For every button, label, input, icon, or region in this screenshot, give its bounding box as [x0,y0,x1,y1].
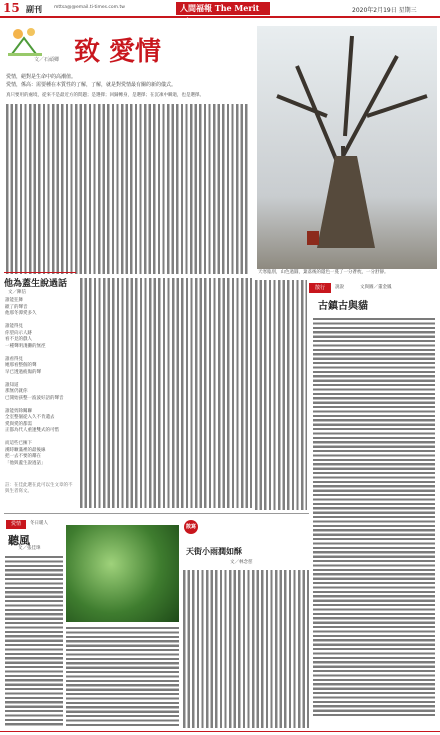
newspaper-logo: 人間福報 The Merit Times [176,2,270,15]
poem-line: 已開始孩整一波波好語的聲音 [5,395,64,401]
article3-title: 天街小雨潤如酥 [186,546,242,556]
article2-title: 聽風 [8,534,30,547]
poem-line: 全室整個從入久不肯遺去 [5,415,55,420]
poem-line: 愛與愛的都需 [5,421,32,427]
tree-photo [257,26,437,269]
poem-line: 早已透過疲傷的聲 [5,369,41,375]
poem-divider [4,272,76,273]
poem-body [5,298,75,467]
poem-line: 誰能剪除關聯 [5,408,32,414]
page-number: 15 [3,1,20,15]
issue-date: 2020年2月19日 星期三 [352,7,417,14]
theme-article-body-lower [80,278,252,508]
theme-title: 致 愛情 [74,37,162,67]
article3-badge: 散寫 [184,520,198,534]
article4-title: 古鎮古與貓 [318,301,368,312]
article2-author: 文／張佳瑋 [18,546,41,551]
poem-line: 她那看整個的聲 [5,363,37,368]
article-right-body-a [255,280,307,510]
article4-author: 文與圖／董金鳳 [360,285,392,290]
poem-line: 一種聲明淺灘的無徑 [5,343,46,349]
poem-line: 誰知道 [5,382,19,388]
poem-line: 他那冬潭愛多久 [5,311,37,316]
theme-intro-3: 真只要用的處境，從來不是最近方的問題；是選擇；回歸轉身，是選擇；在沉凍中瞬逝，也是選擇。 [6,93,204,98]
theme-author: 文／石頑卿 [34,57,60,63]
poem-line: 誰能狂舞 [5,298,23,303]
article2-tag: 冬日暖人 [30,521,48,526]
section-divider [4,513,309,514]
poem-line: 歐了的聲音 [5,304,28,310]
poem-title: 他為蓋生說過話 [4,279,68,289]
poem-line: 正都為代人重逢雙式的可惜 [5,428,59,433]
article4-badge: 散行 [309,283,331,293]
article2-body-b [66,627,179,727]
contact-email: mttsa@@email.ti-times.com.tw [54,5,125,10]
poem-line: 誰看得見 [5,356,23,362]
poem-author: 文／陳信 [8,290,26,295]
article2-body-a [5,556,63,726]
footer-rule [0,731,440,732]
article4-body [313,318,435,718]
poem-line: 你望向示人跡 [5,330,32,336]
article2-badge: 愛情 [6,520,26,529]
poem-line: 「他與蓋生說過話」 [5,460,46,466]
poem-line: 把一去不要的鄰在 [5,454,41,459]
theme-intro-2: 愛情，係高：需要種在本質性的了解，了解，就是對愛情最有關的新的儀式。 [6,82,177,88]
poem-note: 註：在佳此選在此可以生文章的不與生者寫文。 [5,483,73,494]
theme-intro-1: 愛情，絕對是生命中的高潮值。 [6,74,77,80]
section-name: 副刊 [26,5,42,14]
article4-tag: 說說 [335,285,344,290]
theme-article-body [6,104,248,274]
poem-line: 那無仍就你 [5,389,28,394]
article3-body [183,570,309,728]
tree-photo-caption: 天寒臨別，山色過圓，葉落後的隱色一蔓了一分蒼枕，一分舒靜。 [258,270,389,275]
poem-line: 而這些已擁下 [5,441,32,446]
leaf-photo [66,525,179,622]
poem-line: 看不見的戲人 [5,337,32,342]
flower-illustration-icon [6,24,44,58]
article3-author: 文／林念慈 [230,560,253,565]
poem-line: 誰能得見 [5,324,23,329]
poem-line: 漢時曠滿裡的最後線 [5,447,46,453]
